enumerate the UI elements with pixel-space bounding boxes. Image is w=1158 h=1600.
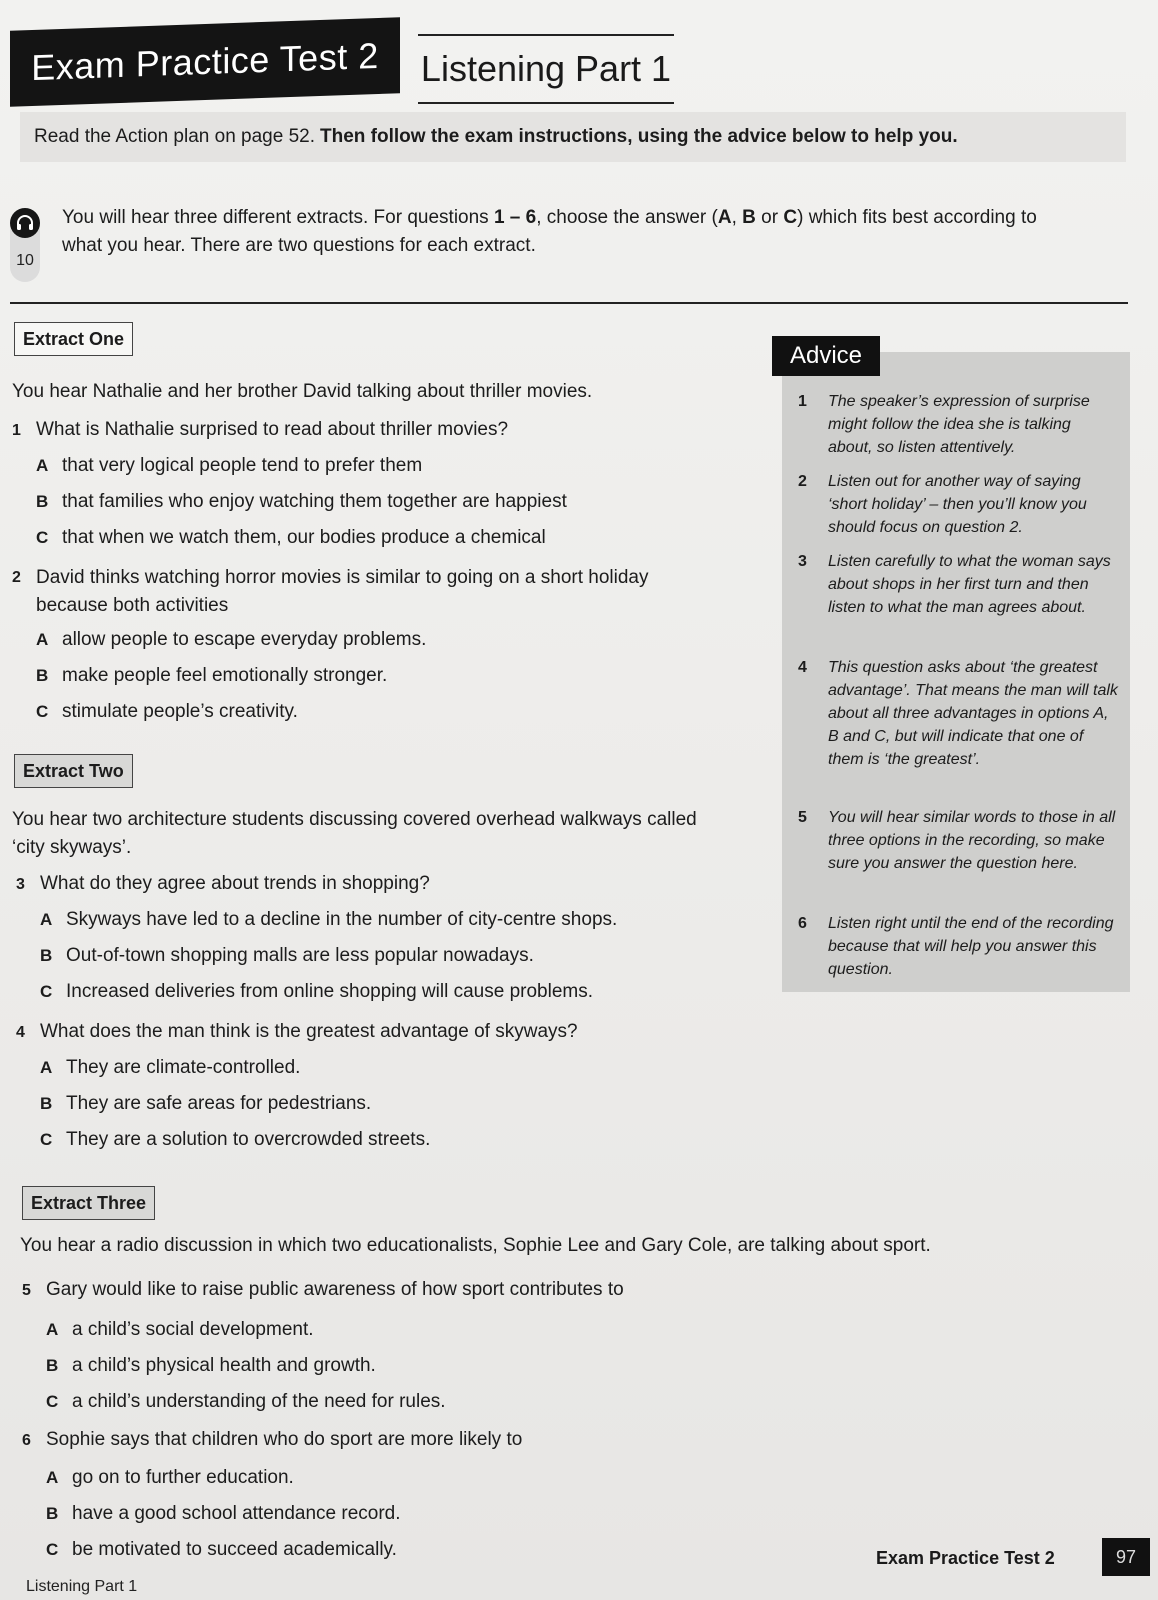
advice-number: 6 xyxy=(798,915,807,932)
option-3a[interactable] xyxy=(40,906,740,934)
advice-title xyxy=(772,336,880,376)
question-number: 5 xyxy=(22,1282,31,1299)
advice-item-2 xyxy=(798,470,1118,539)
exam-instructions xyxy=(62,204,1062,260)
option-4a[interactable] xyxy=(40,1054,740,1082)
option-letter: B xyxy=(40,1094,53,1113)
question-text: David thinks watching horror movies is similar to going on a short holiday because both activities xyxy=(36,567,649,616)
option-2a[interactable] xyxy=(36,626,736,654)
advice-text: You will hear similar words to those in all three options in the recording, so make sure you answer the question here. xyxy=(828,809,1116,872)
option-5b[interactable] xyxy=(46,1352,746,1380)
advice-text: Listen carefully to what the woman says about shops in her first turn and then listen to what the man agrees about. xyxy=(828,553,1111,616)
separator: or xyxy=(755,207,784,228)
option-4c[interactable] xyxy=(40,1126,740,1154)
extract-intro: You hear Nathalie and her brother David talking about thriller movies. xyxy=(12,381,593,402)
option-text: that when we watch them, our bodies produce a chemical xyxy=(62,527,546,548)
option-6c[interactable] xyxy=(46,1536,746,1564)
advice-number: 4 xyxy=(798,659,807,676)
option-letter: B xyxy=(46,1504,59,1523)
question-3 xyxy=(16,870,736,899)
option-letter: C xyxy=(40,982,53,1001)
option-text: that families who enjoy watching them together are happiest xyxy=(62,491,567,512)
option-text: that very logical people tend to prefer them xyxy=(62,455,423,476)
page-number xyxy=(1102,1538,1150,1576)
extract-label-text: Extract One xyxy=(23,328,125,349)
extract-two-label xyxy=(14,754,133,788)
option-text: a child’s social development. xyxy=(72,1319,314,1340)
option-5a[interactable] xyxy=(46,1316,746,1344)
option-letter: A xyxy=(40,910,53,929)
extract-label-text: Extract Two xyxy=(23,760,124,781)
option-letter-c: C xyxy=(783,207,798,228)
option-letter: C xyxy=(36,528,49,547)
question-range: 1 – 6 xyxy=(493,207,537,228)
option-letter: A xyxy=(40,1058,53,1077)
test-title: Exam Practice Test 2 xyxy=(31,34,379,89)
option-letter: B xyxy=(40,946,53,965)
question-number: 2 xyxy=(12,569,21,586)
option-text: stimulate people’s creativity. xyxy=(62,701,298,722)
instructions-text: , choose the answer ( xyxy=(536,207,718,228)
page-number-text: 97 xyxy=(1115,1546,1137,1567)
advice-item-5 xyxy=(798,806,1118,875)
option-letter: B xyxy=(36,666,49,685)
footer-title: Exam Practice Test 2 xyxy=(876,1548,1055,1568)
option-4b[interactable] xyxy=(40,1090,740,1118)
option-text: a child’s understanding of the need for rules. xyxy=(72,1391,446,1412)
action-plan-bold-text: Then follow the exam instructions, using the advice below to help you. xyxy=(320,126,958,147)
advice-text: The speaker’s expression of surprise might follow the idea she is talking about, so listen attentively. xyxy=(828,393,1090,456)
action-plan-text: Read the Action plan on page 52. xyxy=(34,126,316,147)
option-6a[interactable] xyxy=(46,1464,746,1492)
option-letter: C xyxy=(46,1540,59,1559)
option-2c[interactable] xyxy=(36,698,736,726)
option-letter: C xyxy=(36,702,49,721)
option-letter: B xyxy=(36,492,49,511)
question-6 xyxy=(22,1426,742,1455)
option-text: Increased deliveries from online shopping will cause problems. xyxy=(66,981,593,1002)
test-title-banner xyxy=(10,17,400,107)
option-1c[interactable] xyxy=(36,524,736,552)
option-6b[interactable] xyxy=(46,1500,746,1528)
advice-text: Listen out for another way of saying ‘short holiday’ – then you’ll know you should focus on question 2. xyxy=(828,473,1087,536)
option-text: make people feel emotionally stronger. xyxy=(62,665,388,686)
question-text: What is Nathalie surprised to read about thriller movies? xyxy=(36,419,509,440)
option-text: Skyways have led to a decline in the number of city-centre shops. xyxy=(66,909,618,930)
question-text: Gary would like to raise public awareness of how sport contributes to xyxy=(46,1279,624,1300)
option-3c[interactable] xyxy=(40,978,740,1006)
option-text: be motivated to succeed academically. xyxy=(72,1539,397,1560)
running-head: Listening Part 1 xyxy=(26,1578,138,1595)
section-title-banner xyxy=(418,34,674,104)
option-text: Out-of-town shopping malls are less popular nowadays. xyxy=(66,945,534,966)
headphones-icon xyxy=(10,208,40,238)
option-letter: A xyxy=(46,1468,59,1487)
audio-track-number: 10 xyxy=(16,252,34,269)
option-2b[interactable] xyxy=(36,662,736,690)
advice-number: 3 xyxy=(798,553,807,570)
separator: , xyxy=(731,207,743,228)
question-text: Sophie says that children who do sport are more likely to xyxy=(46,1429,523,1450)
advice-item-1 xyxy=(798,390,1118,459)
extract-intro: You hear a radio discussion in which two educationalists, Sophie Lee and Gary Cole, are talking about sport. xyxy=(20,1235,931,1256)
action-plan-band xyxy=(20,112,1126,162)
question-2 xyxy=(12,564,712,620)
instructions-text: ) which fits best according to what you hear. There are two questions for each extract. xyxy=(62,207,1037,256)
option-1b[interactable] xyxy=(36,488,736,516)
option-letter: C xyxy=(46,1392,59,1411)
option-1a[interactable] xyxy=(36,452,736,480)
question-4 xyxy=(16,1018,736,1047)
question-text: What does the man think is the greatest advantage of skyways? xyxy=(40,1021,578,1042)
advice-text: Listen right until the end of the recording because that will help you answer this question. xyxy=(828,915,1114,978)
advice-number: 2 xyxy=(798,473,807,490)
extract-three-label xyxy=(22,1186,155,1220)
advice-title-text: Advice xyxy=(789,342,863,369)
divider-line xyxy=(10,302,1128,304)
advice-item-3 xyxy=(798,550,1118,619)
extract-intro: You hear two architecture students discussing covered overhead walkways called ‘city skyways’. xyxy=(12,809,697,858)
advice-number: 5 xyxy=(798,809,807,826)
option-text: have a good school attendance record. xyxy=(72,1503,401,1524)
question-1 xyxy=(12,416,732,445)
question-5 xyxy=(22,1276,742,1305)
section-title: Listening Part 1 xyxy=(420,48,672,89)
advice-item-6 xyxy=(798,912,1118,981)
advice-text: This question asks about ‘the greatest advantage’. That means the man will talk about all three advantages in options A, B and C, but will indicate that one of them is ‘the greatest’. xyxy=(828,659,1118,768)
advice-number: 1 xyxy=(798,393,807,410)
option-letter-a: A xyxy=(717,207,732,228)
advice-item-4 xyxy=(798,656,1118,771)
option-letter: A xyxy=(36,630,49,649)
option-3b[interactable] xyxy=(40,942,740,970)
option-text: a child’s physical health and growth. xyxy=(72,1355,376,1376)
option-letter: A xyxy=(46,1320,59,1339)
audio-track-badge xyxy=(10,208,40,282)
question-text: What do they agree about trends in shopping? xyxy=(40,873,430,894)
option-text: They are climate-controlled. xyxy=(66,1057,301,1078)
option-letter: C xyxy=(40,1130,53,1149)
question-number: 6 xyxy=(22,1432,31,1449)
option-text: They are a solution to overcrowded streets. xyxy=(66,1129,431,1150)
option-letter-b: B xyxy=(742,207,756,228)
option-text: go on to further education. xyxy=(72,1467,294,1488)
option-text: allow people to escape everyday problems. xyxy=(62,629,427,650)
option-text: They are safe areas for pedestrians. xyxy=(66,1093,372,1114)
extract-label-text: Extract Three xyxy=(31,1192,147,1213)
question-number: 4 xyxy=(16,1024,25,1041)
option-letter: B xyxy=(46,1356,59,1375)
question-number: 3 xyxy=(16,876,25,893)
option-letter: A xyxy=(36,456,49,475)
question-number: 1 xyxy=(12,422,21,439)
option-5c[interactable] xyxy=(46,1388,746,1416)
extract-one-label xyxy=(14,322,133,356)
instructions-text: You will hear three different extracts. For questions xyxy=(62,207,494,228)
